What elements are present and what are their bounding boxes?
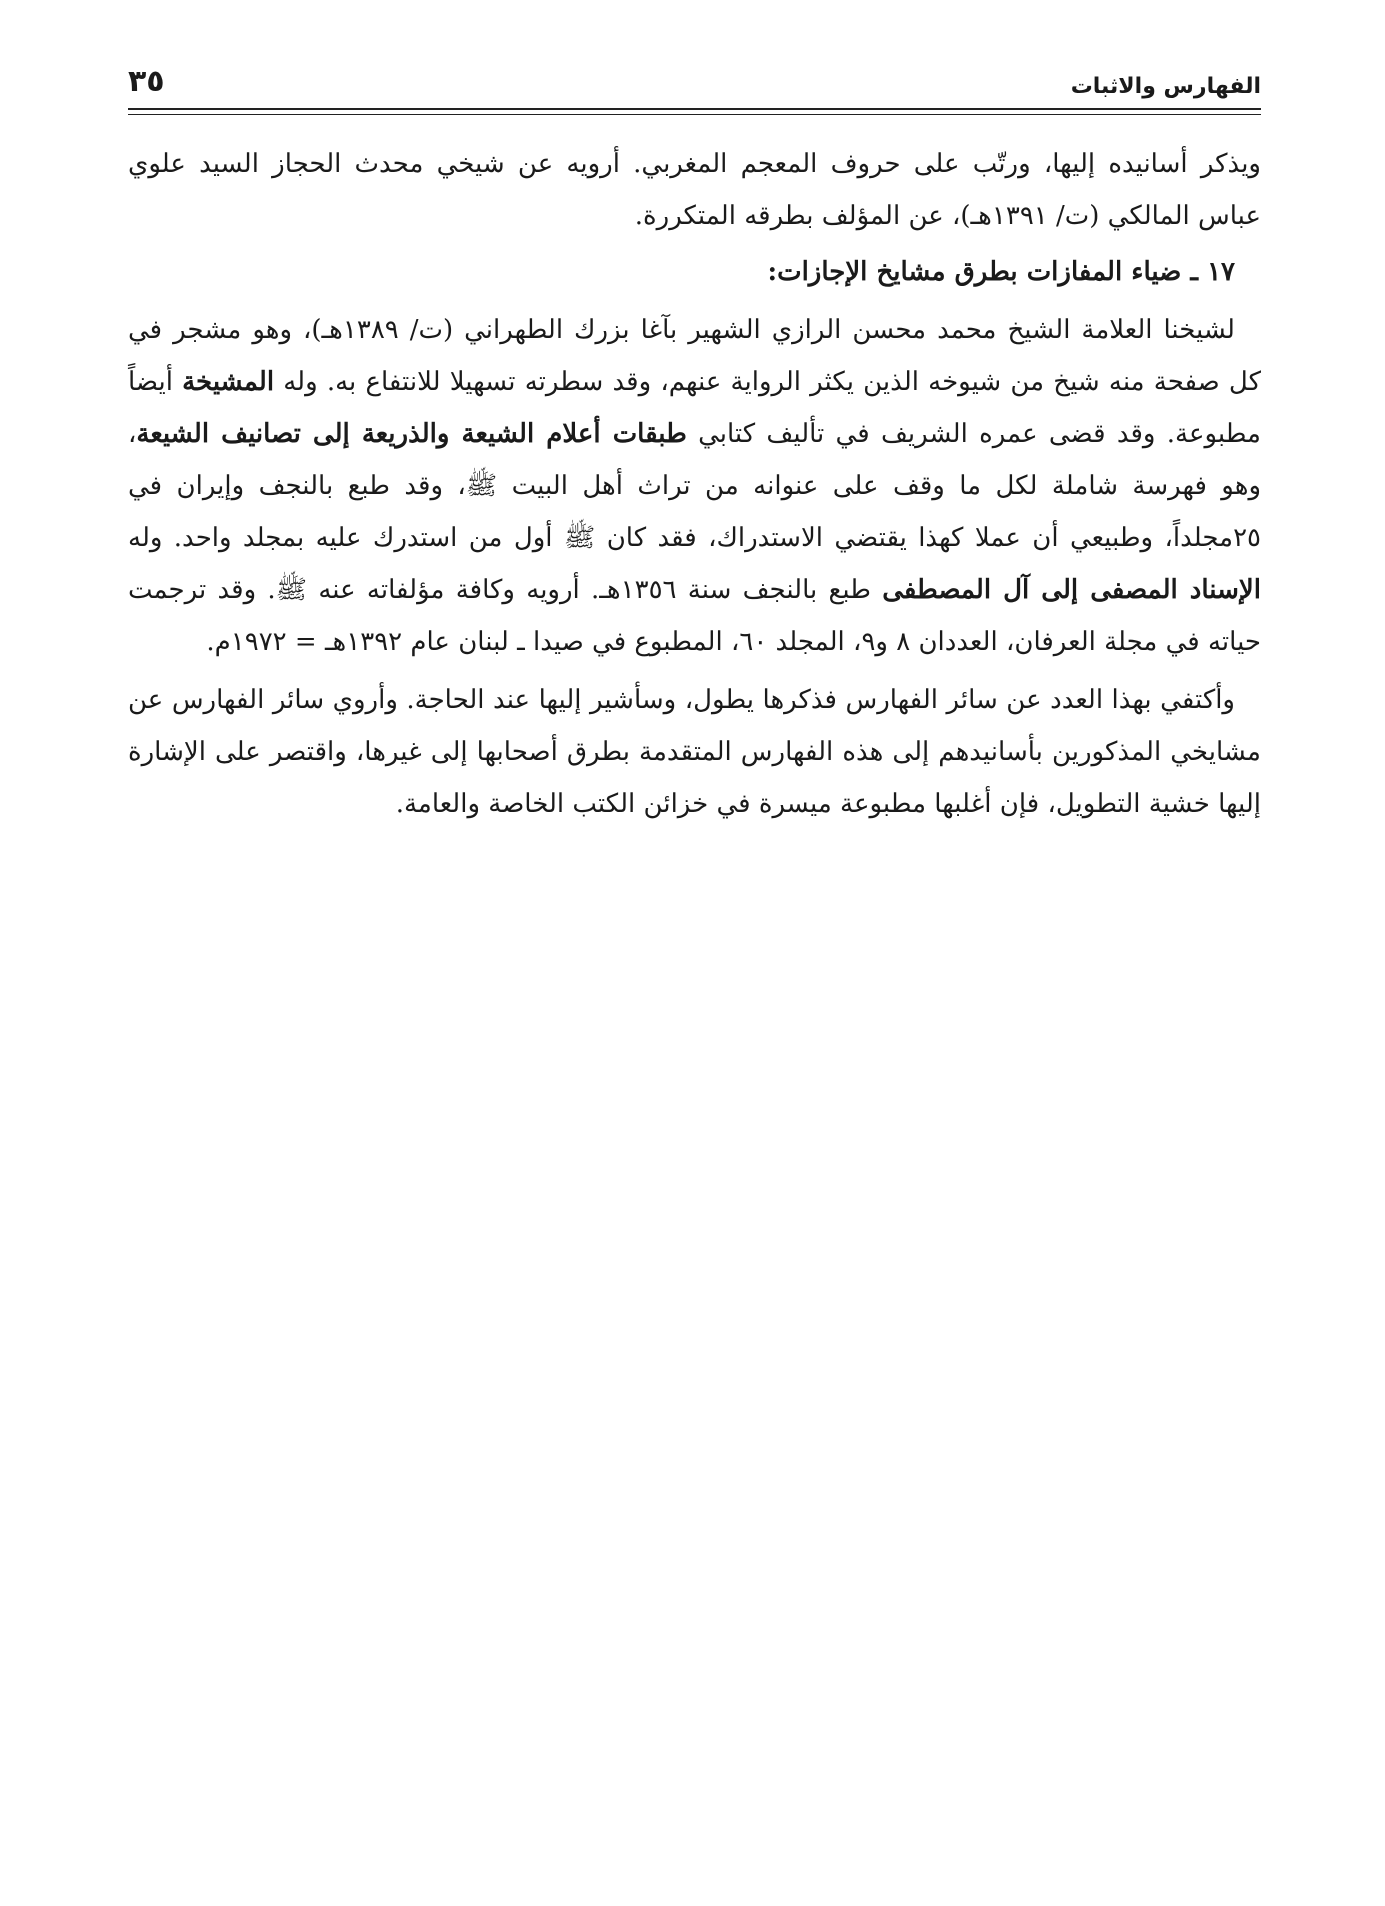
text-run: لشيخنا العلامة الشيخ محمد محسن الرازي الشهير بآغا بزرك الطهراني (ت/ ١٣٨٩هـ)، وهو مشجر في كل صفحة منه شيخ من شيوخه الذين يكثر الرواية عنهم، وقد سطرته تسهيلا للانتفاع به. وله xyxy=(128,315,1261,397)
page-header xyxy=(128,64,1261,104)
book-title: طبقات أعلام الشيعة والذريعة إلى تصانيف الشيعة xyxy=(136,419,687,449)
body-text xyxy=(128,138,1261,830)
running-title: الفهارس والاثبات xyxy=(1070,74,1261,99)
book-title: الإسناد المصفى إلى آل المصطفى xyxy=(882,575,1261,605)
header-rule-thick xyxy=(128,108,1261,110)
header-rule-thin xyxy=(128,114,1261,115)
text-run: ، وهو فهرسة شاملة لكل ما وقف على عنوانه من تراث أهل البيت ﷺ، وقد طبع بالنجف وإيران في ٢٥مجلداً، وطبيعي أن عملا كهذا يقتضي الاستدراك، فقد كان ﷺ أول من استدرك عليه بمجلد واحد. وله xyxy=(128,419,1261,553)
text-run: طبع بالنجف سنة ١٣٥٦هـ. أرويه وكافة مؤلفاته عنه ﷺ. وقد ترجمت حياته في مجلة العرفان، العددان ٨ و٩، المجلد ٦٠، المطبوع في صيدا ـ لبنان عام ١٣٩٢هـ = ١٩٧٢م. xyxy=(128,575,1261,657)
paragraph-entry-17 xyxy=(128,304,1261,668)
paragraph-continuation: ويذكر أسانيده إليها، ورتّب على حروف المعجم المغربي. أرويه عن شيخي محدث الحجاز السيد علوي عباس المالكي (ت/ ١٣٩١هـ)، عن المؤلف بطرقه المتكررة. xyxy=(128,149,1261,231)
book-title: المشيخة xyxy=(182,367,275,397)
paragraph-closing: وأكتفي بهذا العدد عن سائر الفهارس فذكرها يطول، وسأشير إليها عند الحاجة. وأروي سائر الفهارس عن مشايخي المذكورين بأسانيدهم إلى هذه الفهارس المتقدمة بطرق أصحابها إلى غيرها، واقتصر على الإشارة إليها خشية التطويل، فإن أغلبها مطبوعة ميسرة في خزائن الكتب الخاصة والعامة. xyxy=(128,685,1261,819)
text-run: أيضاً مطبوعة. وقد قضى عمره الشريف في تأليف كتابي xyxy=(128,367,1261,449)
section-heading: ١٧ ـ ضياء المفازات بطرق مشايخ الإجازات: xyxy=(767,257,1235,287)
page-number: ٣٥ xyxy=(128,64,165,99)
